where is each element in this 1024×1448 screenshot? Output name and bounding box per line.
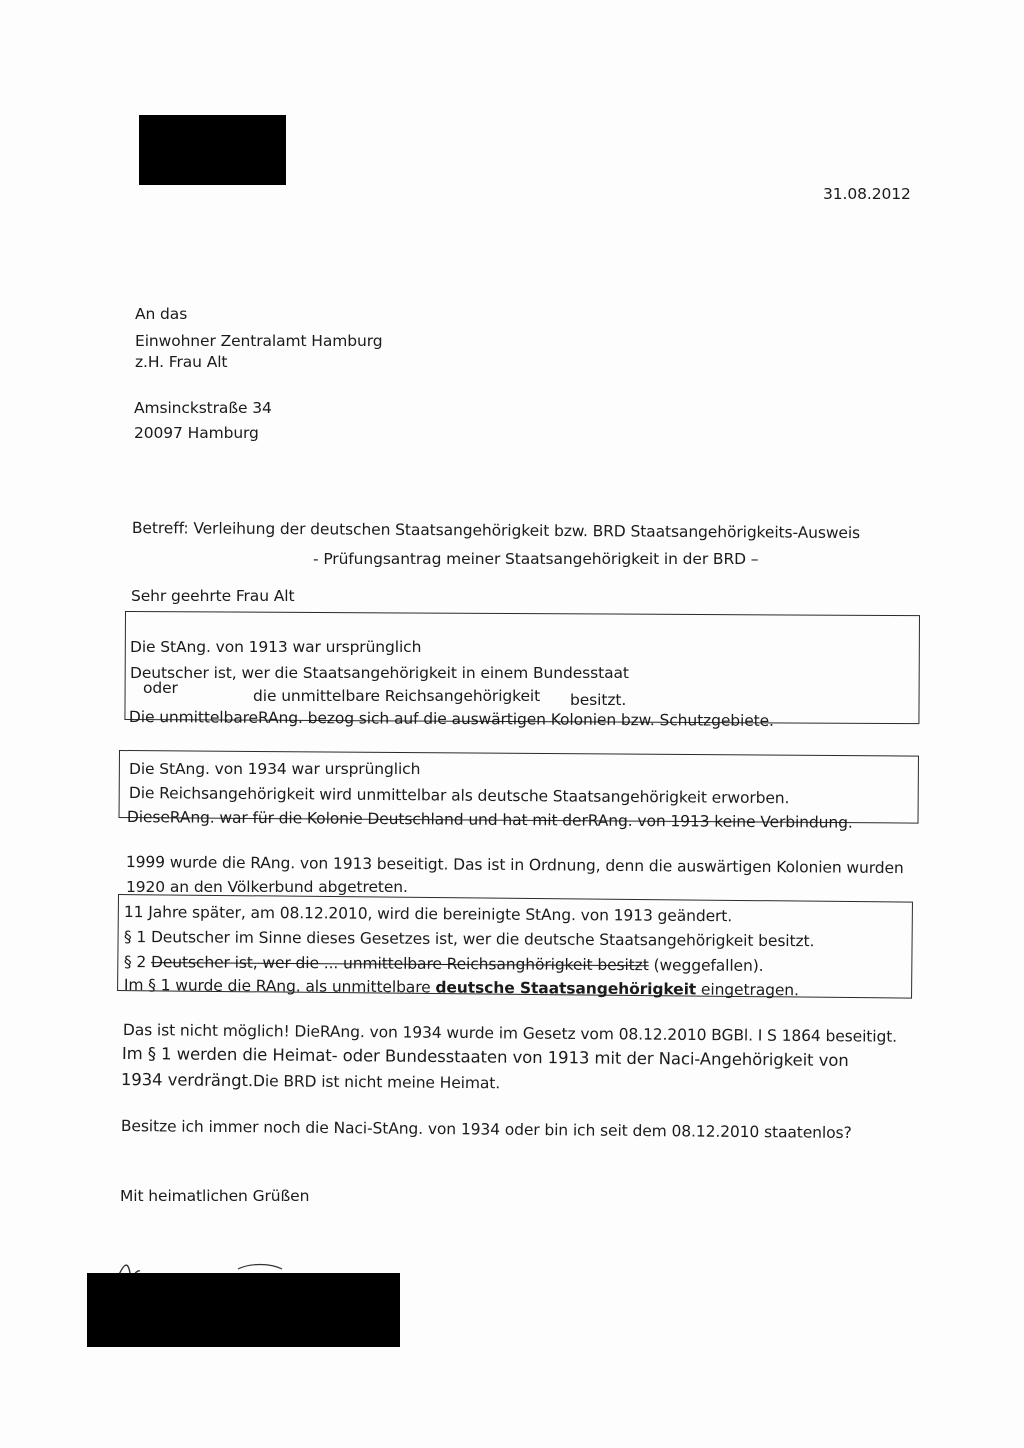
- subject-line-2: - Prüfungsantrag meiner Staatsangehörigkeit in der BRD –: [313, 550, 759, 568]
- letter-date: 31.08.2012: [823, 185, 911, 203]
- box3-line-3-prefix: § 2: [123, 953, 147, 972]
- subject-line-1: Betreff: Verleihung der deutschen Staatsangehörigkeit bzw. BRD Staatsangehörigkeits-Ausweis: [131, 519, 861, 543]
- box1-line-2: Deutscher ist, wer die Staatsangehörigkeit in einem Bundesstaat: [130, 664, 629, 682]
- question-text: Besitze ich immer noch die Naci-StAng. von 1934 oder bin ich seit dem 08.12.2010 staatenlos?: [120, 1117, 852, 1143]
- closing-text: Mit heimatlichen Grüßen: [120, 1187, 310, 1205]
- after-box2-text: DieseRAng. war für die Kolonie Deutschland und hat mit derRAng. von 1913 keine Verbindung.: [126, 807, 853, 832]
- box1-line-3-reichsangehoerigkeit: die unmittelbare Reichsangehörigkeit: [253, 687, 541, 705]
- address-line-2: Einwohner Zentralamt Hamburg: [135, 332, 383, 350]
- box2-line-1: Die StAng. von 1934 war ursprünglich: [129, 760, 421, 778]
- box3-line-2: § 1 Deutscher im Sinne dieses Gesetzes ist, wer die deutsche Staatsangehörigkeit besitzt.: [123, 928, 815, 951]
- box1-line-3-besitzt: besitzt.: [570, 691, 627, 709]
- box1-line-1: Die StAng. von 1913 war ursprünglich: [130, 638, 422, 656]
- box3-line-4: [124, 975, 799, 1000]
- para2-line-3: [121, 1069, 500, 1094]
- address-city: 20097 Hamburg: [134, 424, 259, 442]
- after-box1-text: Die unmittelbareRAng. bezog sich auf die auswärtigen Kolonien bzw. Schutzgebiete.: [128, 708, 774, 730]
- box1-line-3-oder: oder: [143, 679, 178, 697]
- box3-line-4-prefix: Im § 1 wurde die RAng. als unmittelbare: [123, 975, 431, 997]
- salutation: Sehr geehrte Frau Alt: [131, 587, 295, 605]
- para1-line-2: 1920 an den Völkerbund abgetreten.: [126, 878, 408, 896]
- para2-line-1: Das ist nicht möglich! DieRAng. von 1934 wurde im Gesetz vom 08.12.2010 BGBl. I S 1864 beseitigt.: [122, 1020, 898, 1046]
- box3-line-3-suffix: (weggefallen).: [653, 956, 764, 975]
- redacted-signature-block: [87, 1273, 400, 1347]
- address-street: Amsinckstraße 34: [134, 399, 272, 417]
- box3-line-3-struck: Deutscher ist, wer die ... unmittelbare Reichsanghörigkeit besitzt: [150, 953, 649, 975]
- box3-line-4-bold: deutsche Staatsangehörigkeit: [435, 978, 697, 999]
- box2-line-2: Die Reichsangehörigkeit wird unmittelbar als deutsche Staatsangehörigkeit erworben.: [128, 783, 790, 808]
- para2-line-2: Im § 1 werden die Heimat- oder Bundesstaaten von 1913 mit der Naci-Angehörigkeit von: [121, 1044, 849, 1070]
- address-line-1: An das: [135, 305, 188, 323]
- para2-line-3-part-b: Die BRD ist nicht meine Heimat.: [252, 1072, 501, 1093]
- para2-line-3-part-a: 1934 verdrängt.: [120, 1070, 254, 1091]
- redacted-sender-block: [139, 115, 286, 185]
- para1-line-1: 1999 wurde die RAng. von 1913 beseitigt. Das ist in Ordnung, denn die auswärtigen Kolonien wurden: [125, 852, 904, 878]
- box3-line-4-suffix: eingetragen.: [700, 980, 799, 1000]
- box3-line-3: [124, 952, 764, 976]
- box3-line-1: 11 Jahre später, am 08.12.2010, wird die bereinigte StAng. von 1913 geändert.: [123, 903, 733, 926]
- address-line-3: z.H. Frau Alt: [135, 353, 228, 371]
